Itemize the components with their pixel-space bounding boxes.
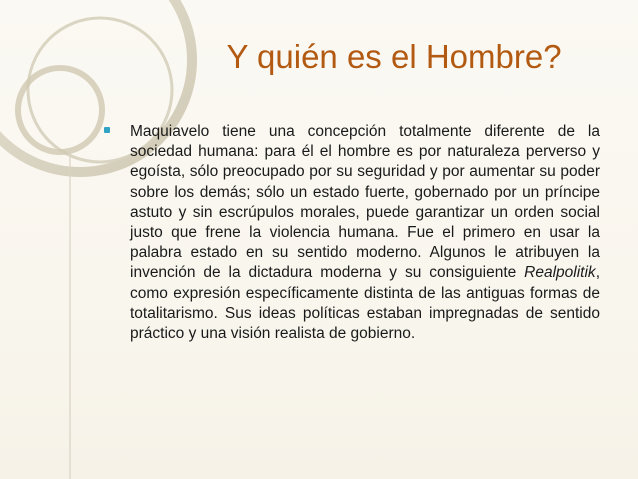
bullet-text-emphasis: Realpolitik bbox=[524, 264, 596, 282]
bullet-text-part-1: Maquiavelo tiene una concepción totalmente diferente de la sociedad humana: para él el hombre es por naturaleza perverso y egoísta, sólo preocupado por su seguridad y por aumentar su poder sobre los demás; sólo un estado fuerte, gobernado por un príncipe astuto y sin escrúpulos morales, puede garantizar un orden social justo que frene la violencia humana. Fue el primero en usar la palabra estado en su sentido moderno. Algunos le atribuyen la invención de la dictadura moderna y su consiguiente bbox=[130, 123, 600, 282]
bullet-list bbox=[104, 122, 600, 344]
bullet-text-part-2: , como expresión específicamente distinta de las antiguas formas de totalitarismo. Sus ideas políticas estaban impregnadas de sentido práctico y una visión realista de gobierno. bbox=[130, 264, 600, 343]
slide-title: Y quién es el Hombre? bbox=[226, 38, 562, 75]
bullet-item bbox=[104, 122, 600, 344]
bullet-marker-icon bbox=[104, 127, 110, 133]
bullet-text bbox=[104, 122, 600, 344]
